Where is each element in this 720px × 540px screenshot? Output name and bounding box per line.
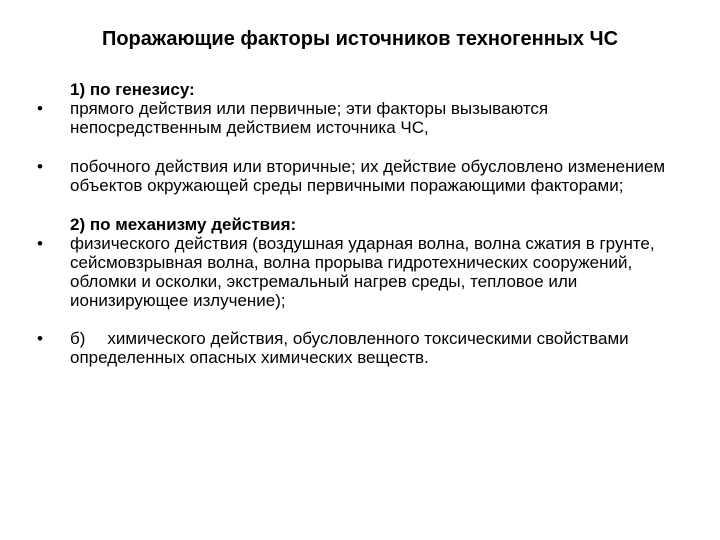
bullet-icon: • xyxy=(37,234,43,253)
list-item-text: физического действия (воздушная ударная волна, волна сжатия в грунте, сейсмовзрывная волна, волна прорыва гидротехнических сооружений, обломки и осколки, экстремальный нагрев среды, тепловое или ионизирующее излучение); xyxy=(70,234,655,310)
list-item xyxy=(30,234,700,310)
list-item xyxy=(30,99,700,137)
list-item-label: б) xyxy=(70,329,86,348)
list-item-text: химического действия, обусловленного токсическими свойствами определенных опасных химических веществ. xyxy=(70,329,629,367)
bullet-icon: • xyxy=(37,99,43,118)
slide-title: Поражающие факторы источников техногенных ЧС xyxy=(101,28,619,50)
section-2-heading: 2) по механизму действия: xyxy=(70,215,297,234)
bullet-icon: • xyxy=(37,329,43,348)
list-item xyxy=(30,329,700,367)
bullet-icon: • xyxy=(37,157,43,176)
slide-body xyxy=(30,80,700,367)
list-item-text: побочного действия или вторичные; их действие обусловлено изменением объектов окружающей среды первичными поражающими факторами; xyxy=(70,157,666,195)
section-1-heading: 1) по генезису: xyxy=(70,80,195,99)
list-item xyxy=(30,157,700,195)
list-item-text: прямого действия или первичные; эти факторы вызываются непосредственным действием источника ЧС, xyxy=(70,99,549,137)
